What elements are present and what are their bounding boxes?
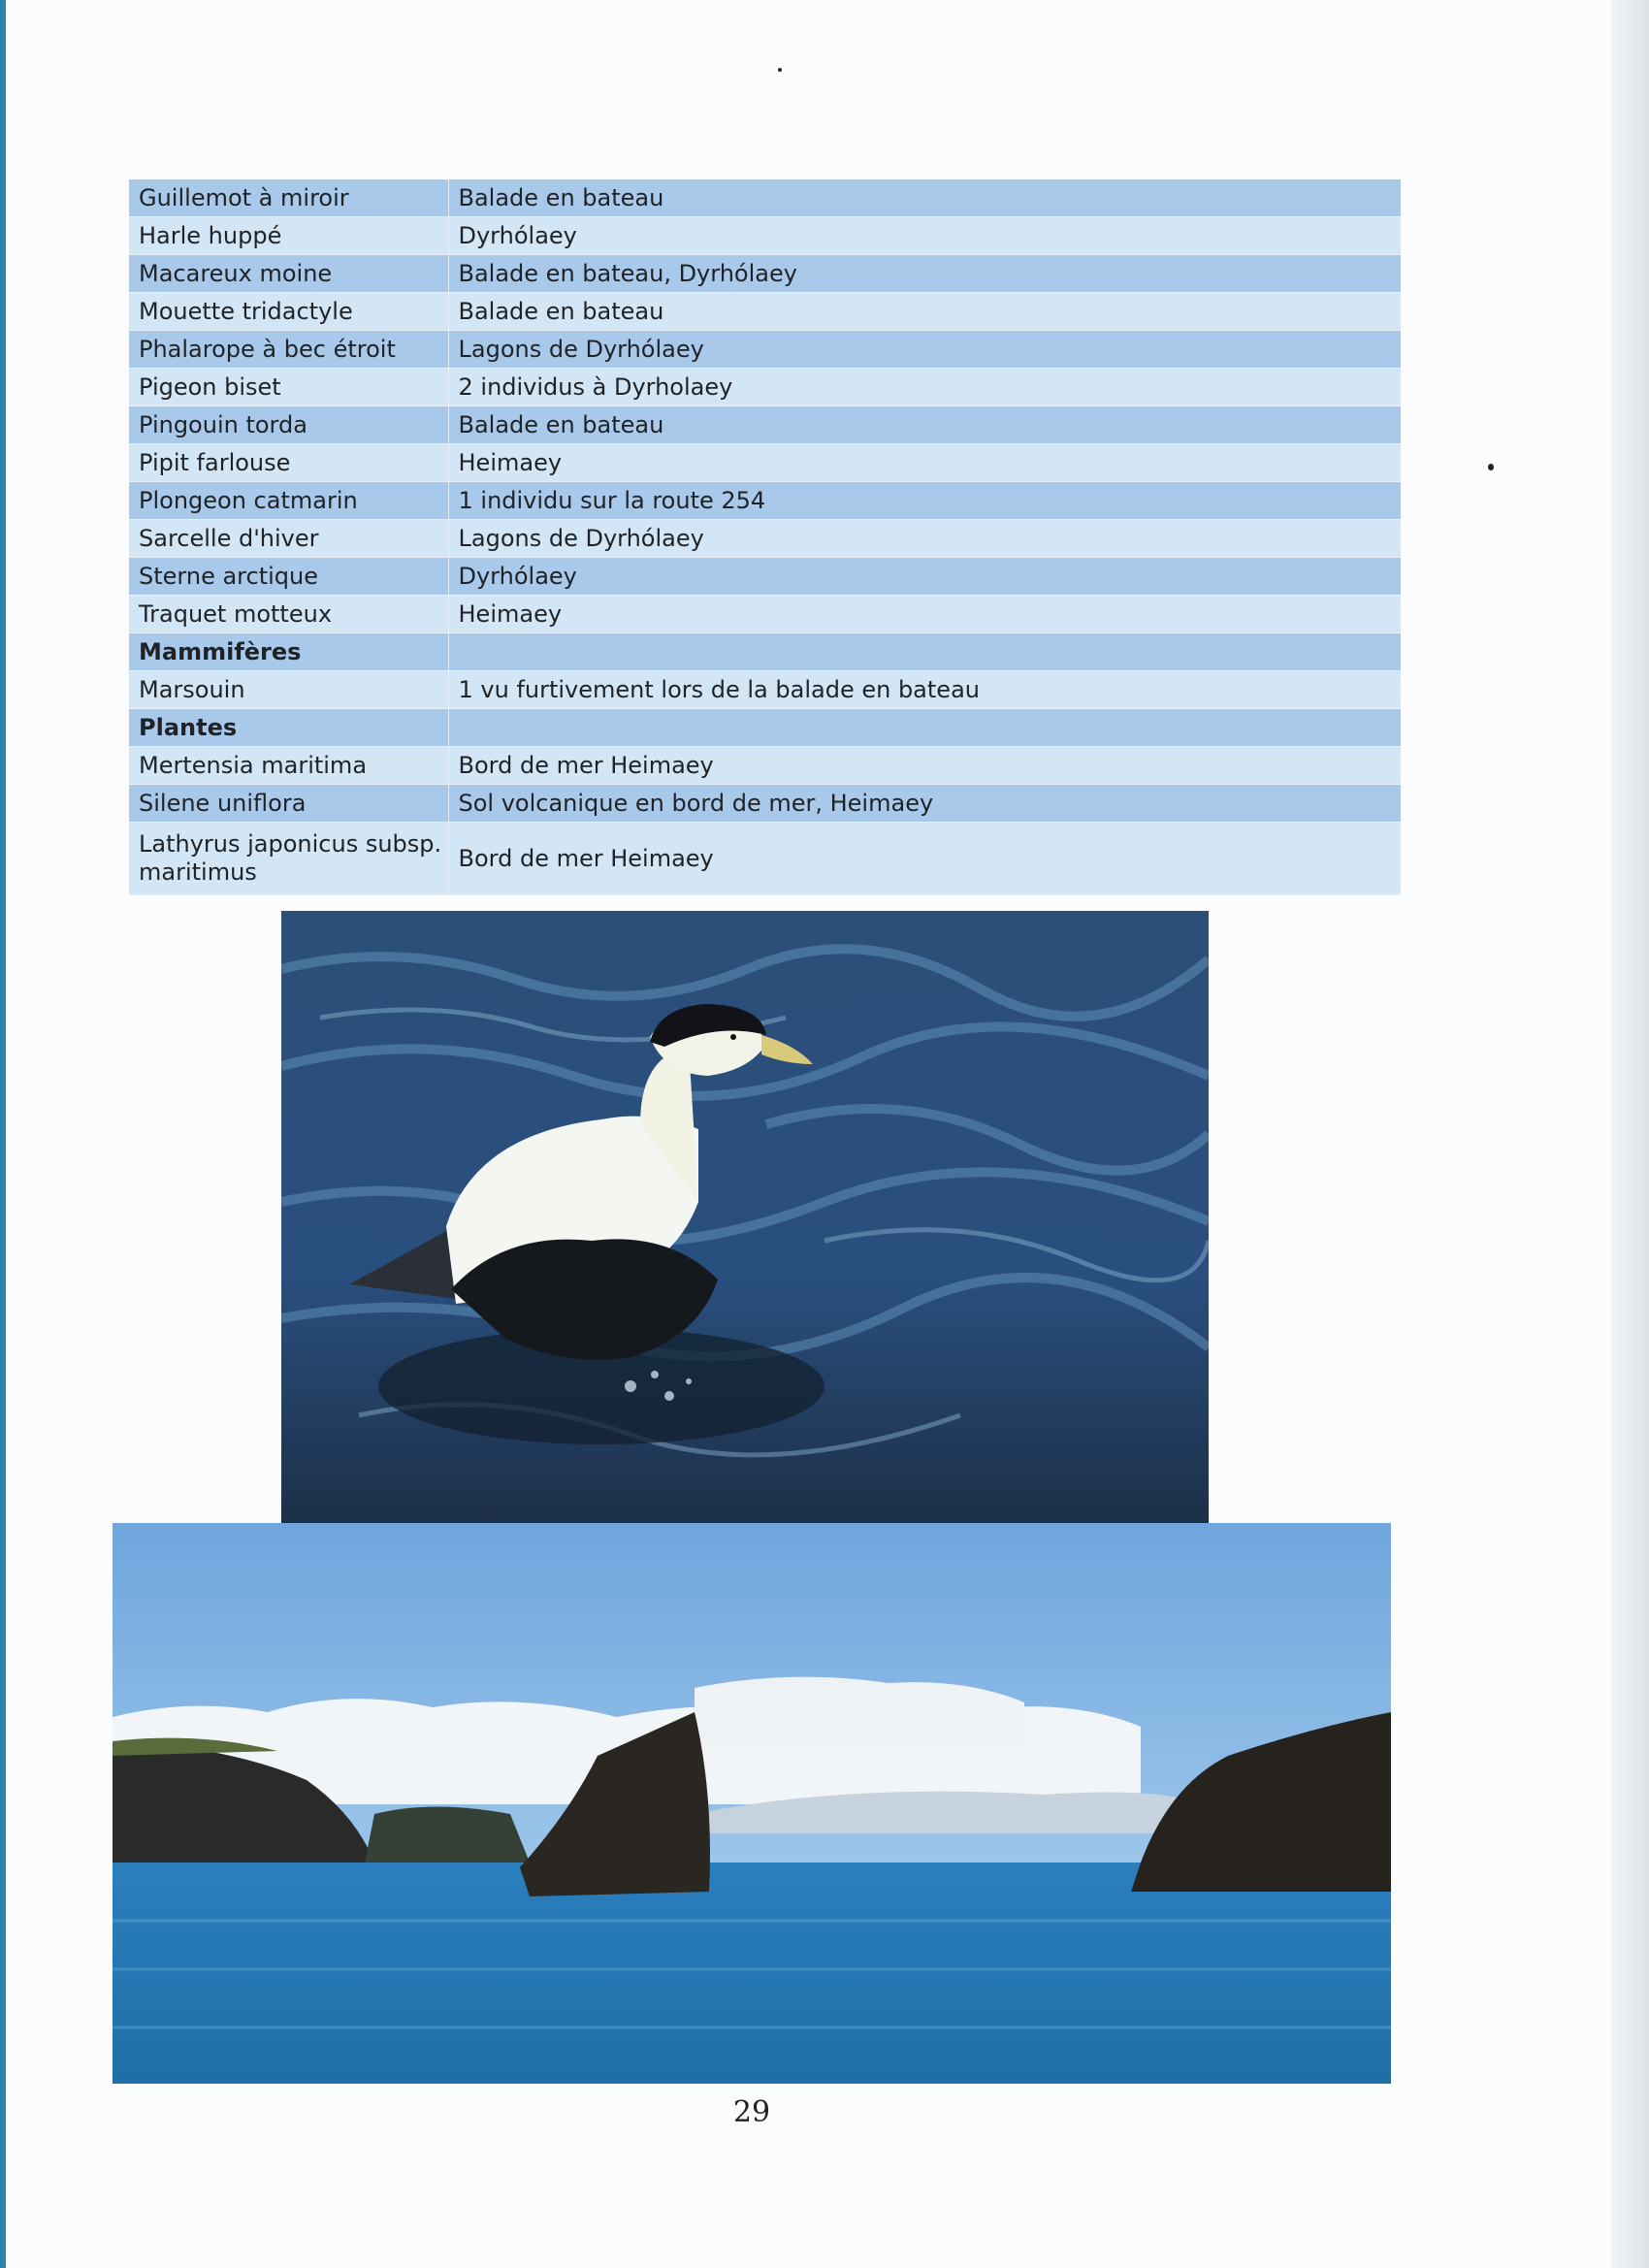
species-name-cell: Mammifères [129,633,448,671]
species-name-cell: Silene uniflora [129,785,448,823]
species-name-cell: Sarcelle d'hiver [129,520,448,558]
section-header-row [129,709,1401,747]
eider-duck-photo [281,911,1209,1524]
location-cell: Balade en bateau [448,179,1401,217]
species-name-cell: Phalarope à bec étroit [129,331,448,369]
location-cell: 1 vu furtivement lors de la balade en bateau [448,671,1401,709]
table-row [129,406,1401,444]
table-row [129,785,1401,823]
location-cell: Dyrhólaey [448,558,1401,596]
species-name-cell: Pingouin torda [129,406,448,444]
table-row [129,444,1401,482]
species-name-cell: Pigeon biset [129,369,448,406]
sea-cliffs-photo [113,1523,1391,2084]
location-cell: Dyrhólaey [448,217,1401,255]
table-row [129,217,1401,255]
species-name-cell: Lathyrus japonicus subsp. maritimus [129,823,448,895]
table-row [129,823,1401,895]
location-cell: Bord de mer Heimaey [448,747,1401,785]
table-row [129,558,1401,596]
species-name-cell: Sterne arctique [129,558,448,596]
location-cell [448,709,1401,747]
species-name-cell: Pipit farlouse [129,444,448,482]
species-name-cell: Plongeon catmarin [129,482,448,520]
location-cell: Heimaey [448,596,1401,633]
species-name-cell: Guillemot à miroir [129,179,448,217]
location-cell: Balade en bateau [448,293,1401,331]
table-row [129,293,1401,331]
species-name-cell: Marsouin [129,671,448,709]
table-row [129,671,1401,709]
table-row [129,482,1401,520]
species-name-cell: Mertensia maritima [129,747,448,785]
scan-speck [778,68,782,72]
page-number: 29 [732,2095,771,2129]
species-table [129,179,1401,895]
location-cell: Sol volcanique en bord de mer, Heimaey [448,785,1401,823]
location-cell: 1 individu sur la route 254 [448,482,1401,520]
location-cell: Heimaey [448,444,1401,482]
species-name-cell: Traquet motteux [129,596,448,633]
table-row [129,179,1401,217]
table-row [129,520,1401,558]
table-row [129,596,1401,633]
species-name-cell: Mouette tridactyle [129,293,448,331]
location-cell: 2 individus à Dyrholaey [448,369,1401,406]
location-cell: Bord de mer Heimaey [448,823,1401,895]
location-cell: Lagons de Dyrhólaey [448,520,1401,558]
section-header-row [129,633,1401,671]
table-row [129,331,1401,369]
table-row [129,255,1401,293]
page-left-edge [0,0,6,2268]
species-name-cell: Harle huppé [129,217,448,255]
page-right-edge [1610,0,1649,2268]
location-cell [448,633,1401,671]
location-cell: Balade en bateau, Dyrhólaey [448,255,1401,293]
species-table-body [129,179,1401,895]
table-row [129,369,1401,406]
location-cell: Lagons de Dyrhólaey [448,331,1401,369]
scan-speck [1488,464,1494,470]
species-name-cell: Macareux moine [129,255,448,293]
location-cell: Balade en bateau [448,406,1401,444]
table-row [129,747,1401,785]
species-name-cell: Plantes [129,709,448,747]
